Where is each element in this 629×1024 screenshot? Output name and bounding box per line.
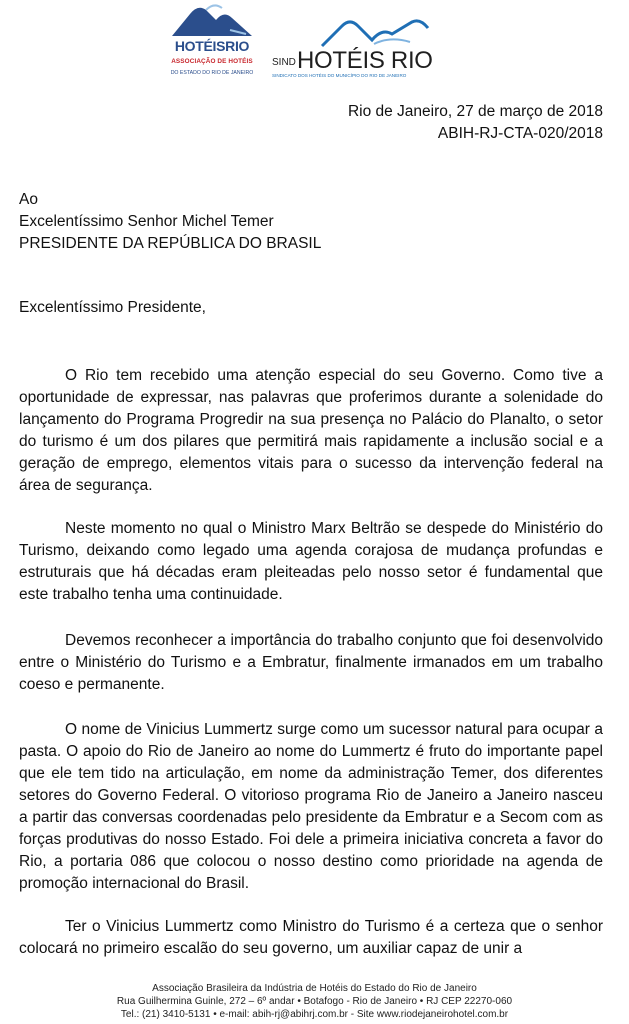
- sugarloaf-mountain-icon: [170, 0, 254, 38]
- sind-tagline: SINDICATO DOS HOTÉIS DO MUNICÍPIO DO RIO DE JANEIRO: [272, 73, 407, 78]
- recipient-line-2: Excelentíssimo Senhor Michel Temer: [19, 213, 274, 230]
- footer-contact: Tel.: (21) 3410-5131 • e-mail: abih-rj@abihrj.com.br - Site www.riodejaneirohotel.com.br: [120, 1009, 509, 1020]
- sind-name: HOTÉIS RIO: [297, 47, 433, 74]
- recipient-line-1: Ao: [19, 191, 38, 208]
- hoteis-rio-brand: HOTÉISRIO: [174, 38, 250, 54]
- sind-hoteis-rio-logo: [272, 18, 432, 82]
- paragraph-1: O Rio tem recebido uma atenção especial do seu Governo. Como tive a oportunidade de expressar, nas palavras que proferimos durante a solenidade do lançamento do Programa Progredir na sua presença no Palácio do Planalto, o setor do turismo é um dos pilares que permitirá mais rapidamente a inclusão social e a geração de emprego, elementos vitais para o sucesso da intervenção federal na área de segurança.: [19, 367, 603, 494]
- mountain-outline-icon: [320, 18, 430, 48]
- paragraph-5: Ter o Vinicius Lummertz como Ministro do Turismo é a certeza que o senhor colocará no primeiro escalão do seu governo, um auxiliar capaz de unir a: [19, 918, 603, 957]
- salutation: Excelentíssimo Presidente,: [19, 299, 206, 316]
- letter-reference: ABIH-RJ-CTA-020/2018: [437, 125, 603, 142]
- hoteis-rio-line2: DO ESTADO DO RIO DE JANEIRO: [170, 70, 254, 76]
- footer-address: Rua Guilhermina Guinle, 272 – 6º andar • Botafogo - Rio de Janeiro • RJ CEP 22270-060: [116, 996, 513, 1007]
- sind-prefix: SIND: [272, 57, 296, 68]
- hoteis-rio-logo: [164, 0, 260, 90]
- letter-date: Rio de Janeiro, 27 de março de 2018: [347, 103, 603, 120]
- recipient-line-3: PRESIDENTE DA REPÚBLICA DO BRASIL: [19, 235, 322, 252]
- paragraph-3: Devemos reconhecer a importância do trabalho conjunto que foi desenvolvido entre o Ministério do Turismo e a Embratur, finalmente irmanados em um trabalho coeso e permanente.: [19, 632, 603, 693]
- paragraph-2: Neste momento no qual o Ministro Marx Beltrão se despede do Ministério do Turismo, deixando como legado uma agenda corajosa de mudança profundas e estruturais que há décadas eram pleiteadas pelo nosso setor é fundamental que este trabalho tenha uma continuidade.: [19, 520, 603, 603]
- footer-organization: Associação Brasileira da Indústria de Hotéis do Estado do Rio de Janeiro: [152, 983, 477, 994]
- hoteis-rio-line1: ASSOCIAÇÃO DE HOTÉIS: [171, 58, 253, 65]
- paragraph-4: O nome de Vinicius Lummertz surge como um sucessor natural para ocupar a pasta. O apoio do Rio de Janeiro ao nome do Lummertz é fruto do importante papel que ele tem tido na articulação, em nome da administração Temer, dos diferentes setores do Governo Federal. O vitorioso programa Rio de Janeiro a Janeiro nasceu a partir das conversas coordenadas pelo presidente da Embratur e a Secom com as forças produtivas do nosso Estado. Foi dele a primeira iniciativa concreta a favor do Rio, a portaria 086 que colocou o nosso destino como prioridade na agenda de promoção internacional do Brasil.: [19, 721, 603, 892]
